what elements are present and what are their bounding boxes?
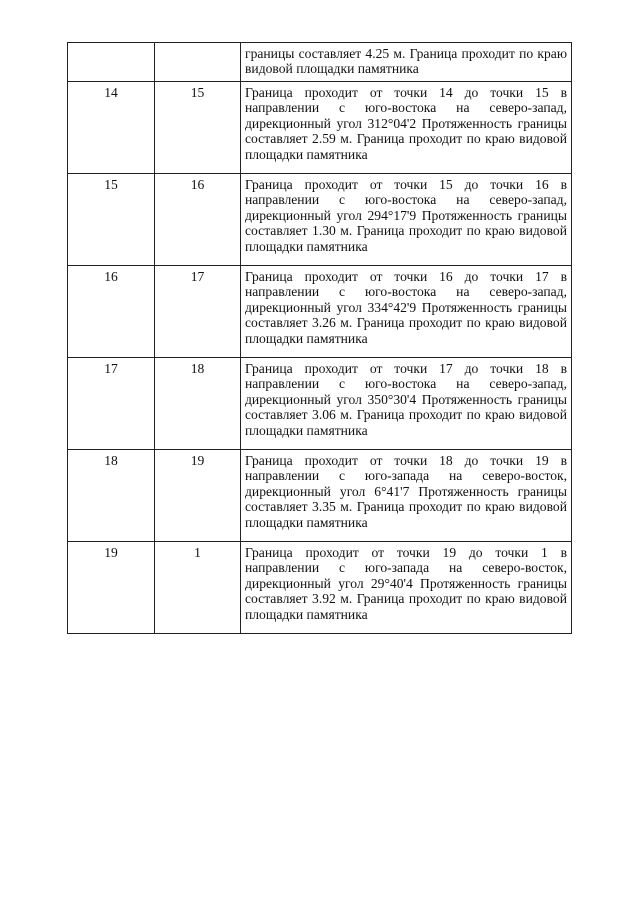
from-point-cell: 19 — [68, 542, 155, 634]
to-point-cell: 15 — [155, 82, 241, 174]
table-row — [68, 358, 572, 450]
description-cell: Граница проходит от точки 17 до точки 18 в направлении с юго-востока на северо-запад, дирекционный угол 350°30'4 Протяженность границы составляет 3.06 м. Граница проходит по краю видовой площадки памятника — [241, 358, 572, 450]
boundary-table — [67, 42, 572, 634]
table-row — [68, 82, 572, 174]
table-row — [68, 542, 572, 634]
description-cell: Граница проходит от точки 14 до точки 15 в направлении с юго-востока на северо-запад, дирекционный угол 312°04'2 Протяженность границы составляет 2.59 м. Граница проходит по краю видовой площадки памятника — [241, 82, 572, 174]
table-row — [68, 43, 572, 82]
to-point-cell: 18 — [155, 358, 241, 450]
from-point-cell: 14 — [68, 82, 155, 174]
from-point-cell: 18 — [68, 450, 155, 542]
description-cell: Граница проходит от точки 16 до точки 17 в направлении с юго-востока на северо-запад, дирекционный угол 334°42'9 Протяженность границы составляет 3.26 м. Граница проходит по краю видовой площадки памятника — [241, 266, 572, 358]
table-row — [68, 450, 572, 542]
to-point-cell: 16 — [155, 174, 241, 266]
to-point-cell: 19 — [155, 450, 241, 542]
to-point-cell — [155, 43, 241, 82]
to-point-cell: 1 — [155, 542, 241, 634]
description-cell: Граница проходит от точки 15 до точки 16 в направлении с юго-востока на северо-запад, дирекционный угол 294°17'9 Протяженность границы составляет 1.30 м. Граница проходит по краю видовой площадки памятника — [241, 174, 572, 266]
from-point-cell — [68, 43, 155, 82]
from-point-cell: 16 — [68, 266, 155, 358]
from-point-cell: 17 — [68, 358, 155, 450]
from-point-cell: 15 — [68, 174, 155, 266]
table-row — [68, 174, 572, 266]
description-cell: границы составляет 4.25 м. Граница проходит по краю видовой площадки памятника — [241, 43, 572, 82]
description-cell: Граница проходит от точки 19 до точки 1 в направлении с юго-запада на северо-восток, дирекционный угол 29°40'4 Протяженность границы составляет 3.92 м. Граница проходит по краю видовой площадки памятника — [241, 542, 572, 634]
table-row — [68, 266, 572, 358]
description-cell: Граница проходит от точки 18 до точки 19 в направлении с юго-запада на северо-восток, дирекционный угол 6°41'7 Протяженность границы составляет 3.35 м. Граница проходит по краю видовой площадки памятника — [241, 450, 572, 542]
to-point-cell: 17 — [155, 266, 241, 358]
